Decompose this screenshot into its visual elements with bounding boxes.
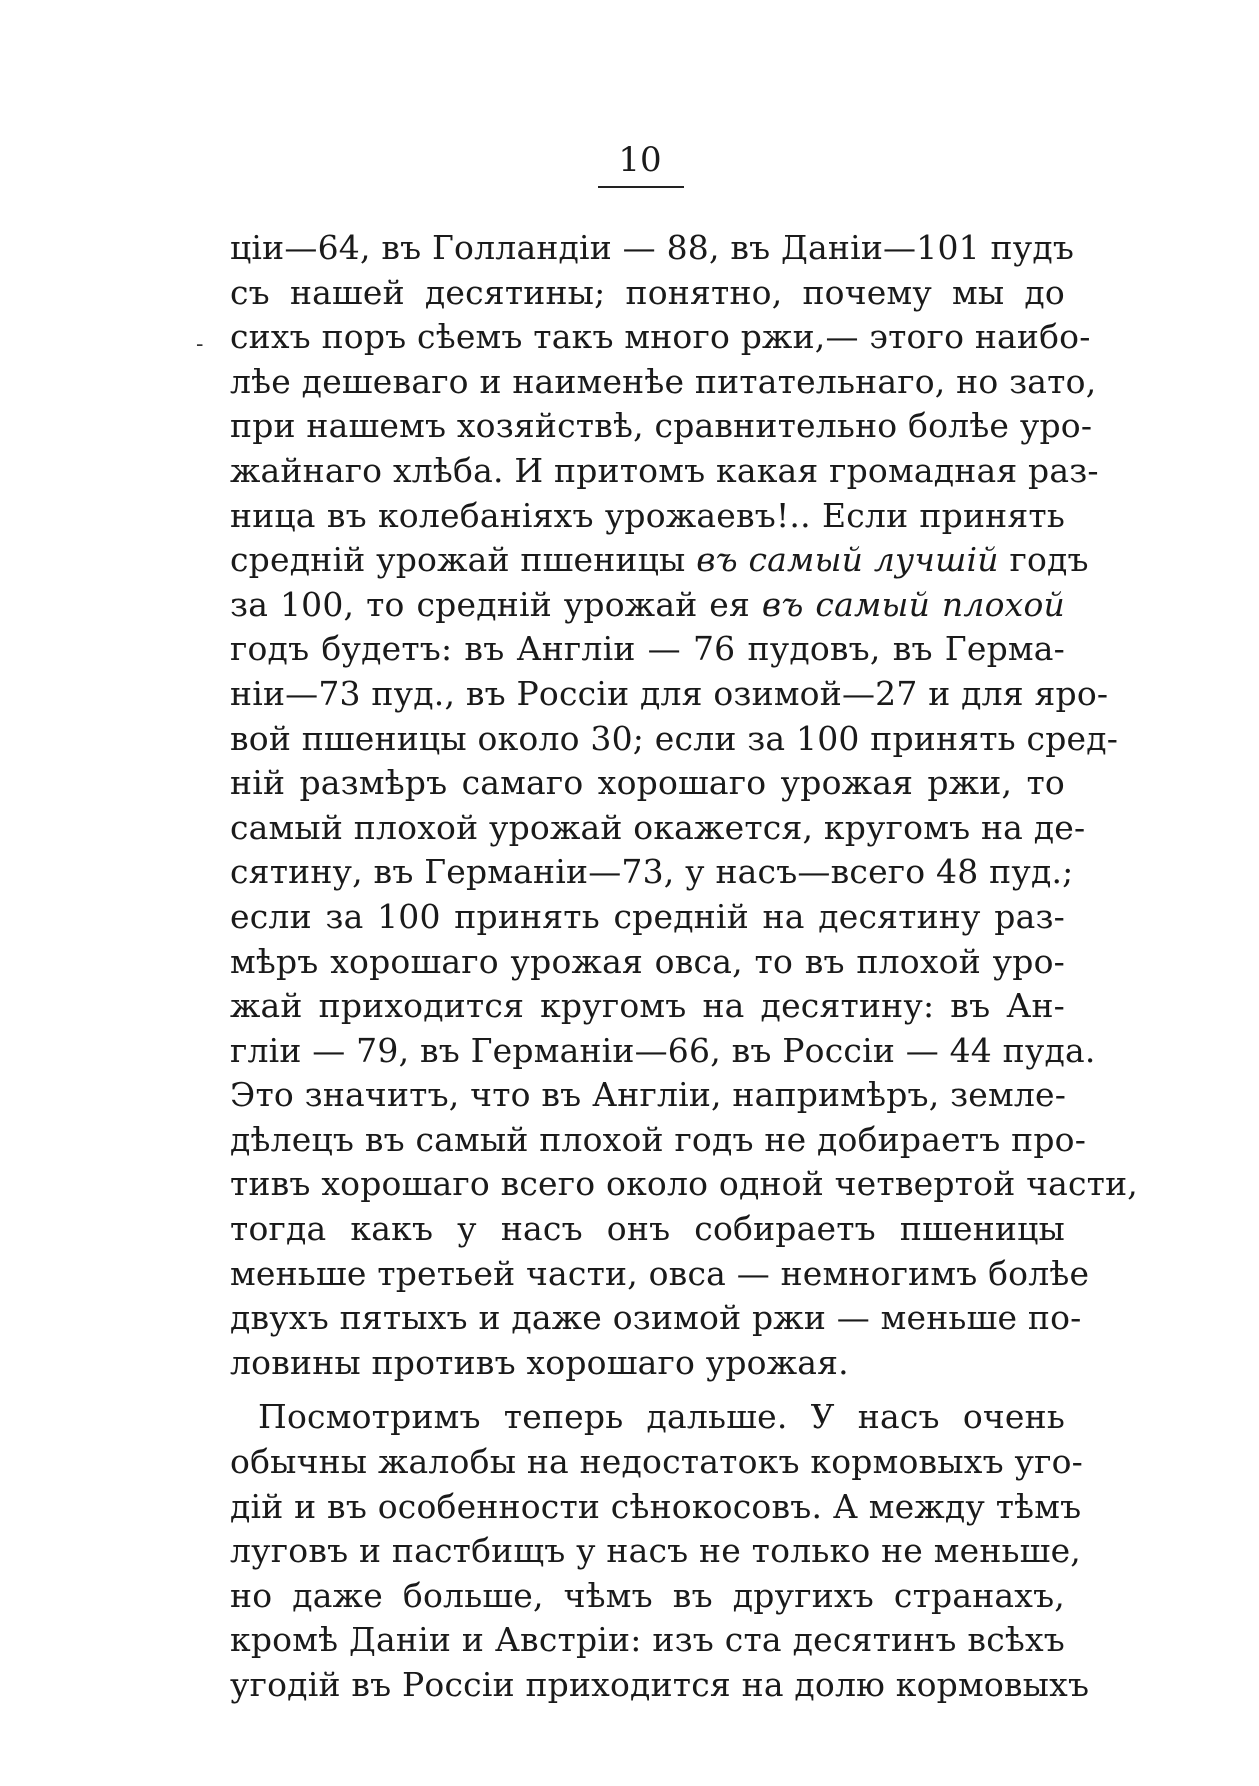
text-line xyxy=(230,1574,1065,1619)
text-segment: сихъ поръ сѣемъ такъ много ржи,— этого наибо- xyxy=(230,317,1091,357)
text-segment: средній урожай пшеницы xyxy=(230,540,697,580)
text-segment: годъ xyxy=(998,540,1089,580)
text-segment: меньше третьей части, овса — немногимъ болѣе xyxy=(230,1253,1090,1293)
text-line xyxy=(230,271,1065,316)
paragraph xyxy=(230,1395,1090,1707)
text-line xyxy=(230,1207,1065,1252)
text-segment: ница въ колебаніяхъ урожаевъ!.. Если принять xyxy=(230,495,1065,535)
emphasized-text: въ самый лучшій xyxy=(696,540,999,580)
page-number: 10 xyxy=(618,140,662,180)
text-segment: но даже больше, чѣмъ въ другихъ странахъ, xyxy=(230,1575,1065,1615)
text-segment: кромѣ Даніи и Австріи: изъ ста десятинъ всѣхъ xyxy=(230,1620,1065,1660)
text-line xyxy=(230,761,1065,806)
text-line xyxy=(230,1485,1082,1530)
page-number-rule xyxy=(598,186,684,188)
text-segment: тивъ хорошаго всего около одной четвертой части, xyxy=(230,1164,1138,1204)
text-line xyxy=(230,449,1099,494)
margin-mark: - xyxy=(196,332,204,357)
text-line xyxy=(230,1395,1065,1440)
text-line xyxy=(230,1118,1087,1163)
text-line xyxy=(230,1341,1065,1386)
text-segment: ніи—73 пуд., въ Россіи для озимой—27 и для яро- xyxy=(230,673,1109,713)
text-segment: годъ будетъ: въ Англіи — 76 пудовъ, въ Герма- xyxy=(230,629,1065,669)
text-line xyxy=(230,940,1065,985)
text-segment: съ нашей десятины; понятно, почему мы до xyxy=(230,272,1065,312)
text-line xyxy=(230,583,1065,628)
text-line xyxy=(230,1162,1138,1207)
text-line xyxy=(230,360,1097,405)
text-line xyxy=(230,806,1086,851)
text-line xyxy=(230,315,1091,360)
text-line xyxy=(230,1440,1083,1485)
text-segment: дѣлецъ въ самый плохой годъ не добираетъ про- xyxy=(230,1119,1087,1159)
text-line xyxy=(230,850,1074,895)
text-line xyxy=(230,226,1075,271)
text-line xyxy=(230,1663,1090,1708)
text-line xyxy=(230,1073,1065,1118)
text-line xyxy=(230,895,1065,940)
paragraph xyxy=(230,226,1138,1385)
paragraph-gap xyxy=(230,1385,1065,1395)
text-segment: дій и въ особенности сѣнокосовъ. А между тѣмъ xyxy=(230,1486,1082,1526)
text-line xyxy=(230,627,1065,672)
body-text xyxy=(230,226,1138,1708)
text-segment: если за 100 принять средній на десятину раз- xyxy=(230,896,1065,936)
text-segment: сятину, въ Германіи—73, у насъ—всего 48 пуд.; xyxy=(230,852,1074,892)
text-segment: вой пшеницы около 30; если за 100 принять сред- xyxy=(230,718,1119,758)
text-segment: ній размѣръ самаго хорошаго урожая ржи, то xyxy=(230,763,1065,803)
text-segment: за 100, то средній урожай ея xyxy=(230,584,762,624)
text-segment: тогда какъ у насъ онъ собираетъ пшеницы xyxy=(230,1209,1065,1249)
text-segment: лѣе дешеваго и наименѣе питательнаго, но зато, xyxy=(230,361,1097,401)
text-segment: самый плохой урожай окажется, кругомъ на де- xyxy=(230,807,1086,847)
text-line xyxy=(230,1252,1090,1297)
text-line xyxy=(230,494,1065,539)
text-segment: луговъ и пастбищъ у насъ не только не меньше, xyxy=(230,1531,1081,1571)
text-line xyxy=(230,1529,1081,1574)
text-segment: мѣръ хорошаго урожая овса, то въ плохой уро- xyxy=(230,941,1065,981)
text-line xyxy=(230,717,1119,762)
text-segment: ціи—64, въ Голландіи — 88, въ Даніи—101 пудъ xyxy=(230,228,1075,267)
text-line xyxy=(230,538,1089,583)
text-segment: жайнаго хлѣба. И притомъ какая громадная раз- xyxy=(230,450,1099,490)
text-segment: гліи — 79, въ Германіи—66, въ Россіи — 44 пуда. xyxy=(230,1030,1096,1070)
emphasized-text: въ самый плохой xyxy=(761,584,1065,624)
text-segment: угодій въ Россіи приходится на долю кормовыхъ xyxy=(230,1665,1090,1704)
text-segment: ловины противъ хорошаго урожая. xyxy=(230,1342,849,1382)
text-segment: Это значитъ, что въ Англіи, напримѣръ, земле- xyxy=(230,1075,1067,1115)
text-segment: двухъ пятыхъ и даже озимой ржи — меньше по- xyxy=(230,1298,1082,1338)
text-segment: Посмотримъ теперь дальше. У насъ очень xyxy=(258,1397,1065,1437)
text-line xyxy=(230,984,1065,1029)
text-segment: обычны жалобы на недостатокъ кормовыхъ уго- xyxy=(230,1442,1083,1482)
text-line xyxy=(230,672,1109,717)
text-line xyxy=(230,404,1093,449)
text-line xyxy=(230,1618,1065,1663)
text-line xyxy=(230,1296,1082,1341)
text-line xyxy=(230,1029,1096,1074)
text-segment: жай приходится кругомъ на десятину: въ Ан- xyxy=(230,986,1065,1026)
text-segment: при нашемъ хозяйствѣ, сравнительно болѣе уро- xyxy=(230,406,1093,446)
